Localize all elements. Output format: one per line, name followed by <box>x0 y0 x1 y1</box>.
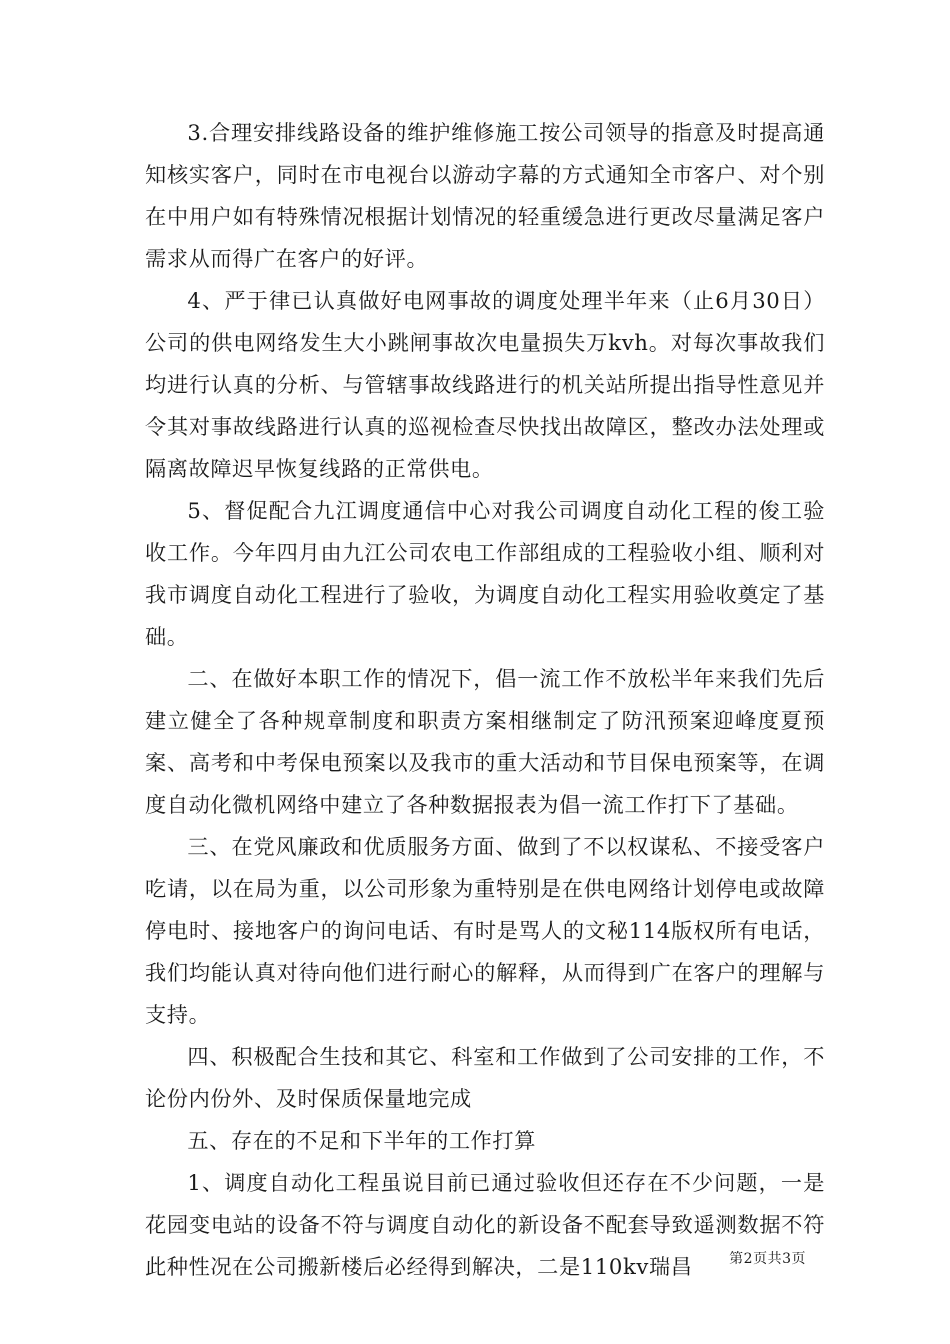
paragraph-item-3: 3.合理安排线路设备的维护维修施工按公司领导的指意及时提高通知核实客户，同时在市电视台以游动字幕的方式通知全市客户、对个别在中用户如有特殊情况根据计划情况的轻重缓急进行更改尽量满足客户需求从而得广在客户的好评。 <box>145 120 825 271</box>
paragraph-section-5-heading: 五、存在的不足和下半年的工作打算 <box>187 1128 536 1153</box>
paragraph-section-3: 三、在党风廉政和优质服务方面、做到了不以权谋私、不接受客户吃请，以在局为重，以公司形象为重特别是在供电网络计划停电或故障停电时、接地客户的询问电话、有时是骂人的文秘114版权所有电话，我们均能认真对待向他们进行耐心的解释，从而得到广在客户的理解与支持。 <box>145 834 825 1027</box>
paragraph-section-4: 四、积极配合生技和其它、科室和工作做到了公司安排的工作，不论份内份外、及时保质保量地完成 <box>145 1044 825 1111</box>
document-body <box>145 112 825 1288</box>
paragraph-item-4: 4、严于律已认真做好电网事故的调度处理半年来（止6月30日）公司的供电网络发生大小跳闸事故次电量损失万kvh。对每次事故我们均进行认真的分析、与管辖事故线路进行的机关站所提出指导性意见并令其对事故线路进行认真的巡视检查尽快找出故障区，整改办法处理或隔离故障迟早恢复线路的正常供电。 <box>145 288 825 481</box>
paragraph-section-2: 二、在做好本职工作的情况下，倡一流工作不放松半年来我们先后建立健全了各种规章制度和职责方案相继制定了防汛预案迎峰度夏预案、高考和中考保电预案以及我市的重大活动和节目保电预案等，在调度自动化微机网络中建立了各种数据报表为倡一流工作打下了基础。 <box>145 666 825 817</box>
paragraph-item-5: 5、督促配合九江调度通信中心对我公司调度自动化工程的俊工验收工作。今年四月由九江公司农电工作部组成的工程验收小组、顺利对我市调度自动化工程进行了验收，为调度自动化工程实用验收奠定了基础。 <box>145 498 825 649</box>
paragraph-plan-item-1: 1、调度自动化工程虽说目前已通过验收但还存在不少问题，一是花园变电站的设备不符与调度自动化的新设备不配套导致遥测数据不符此种性况在公司搬新楼后必经得到解决，二是110kv瑞昌 <box>145 1170 825 1279</box>
page-number-footer: 第2页共3页 <box>729 1251 806 1267</box>
